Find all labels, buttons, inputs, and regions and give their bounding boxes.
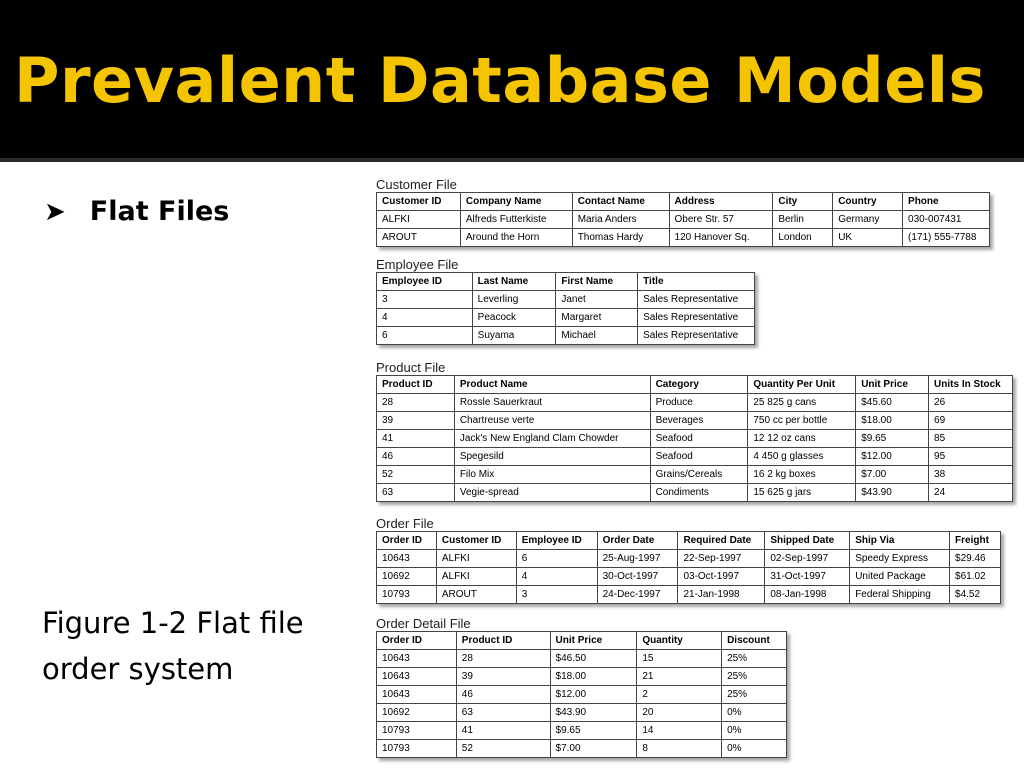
order-detail-file-table <box>376 631 787 758</box>
table-cell: Filo Mix <box>454 466 650 484</box>
table-cell: Produce <box>650 394 748 412</box>
table-row <box>377 704 787 722</box>
figure-caption <box>42 600 352 692</box>
table-cell: 08-Jan-1998 <box>765 586 850 604</box>
table-cell: Margaret <box>556 309 638 327</box>
table-cell: 95 <box>929 448 1013 466</box>
bullet-label: Flat Files <box>89 196 230 227</box>
table-cell: 52 <box>456 740 550 758</box>
header-row <box>377 632 787 650</box>
table-cell: (171) 555-7788 <box>903 229 990 247</box>
table-cell: $9.65 <box>856 430 929 448</box>
table-cell: 39 <box>456 668 550 686</box>
table-row <box>377 466 1013 484</box>
column-header: Discount <box>722 632 787 650</box>
table-cell: 8 <box>637 740 722 758</box>
column-header: Product ID <box>456 632 550 650</box>
employee-file-block <box>376 258 755 345</box>
table-cell: $7.00 <box>856 466 929 484</box>
column-header: Customer ID <box>436 532 516 550</box>
table-cell: 25% <box>722 650 787 668</box>
column-header: Product ID <box>377 376 455 394</box>
table-cell: $7.00 <box>550 740 637 758</box>
column-header: Units In Stock <box>929 376 1013 394</box>
table-row <box>377 722 787 740</box>
title-bar <box>0 0 1024 162</box>
table-cell: ALFKI <box>436 568 516 586</box>
table-cell: 4 <box>377 309 473 327</box>
table-cell: 3 <box>516 586 597 604</box>
table-cell: 10692 <box>377 568 437 586</box>
table-cell: 21-Jan-1998 <box>678 586 765 604</box>
table-cell: 21 <box>637 668 722 686</box>
table-row <box>377 291 755 309</box>
table-cell: 10793 <box>377 586 437 604</box>
table-cell: Obere Str. 57 <box>669 211 773 229</box>
table-cell: $4.52 <box>950 586 1001 604</box>
column-header: Shipped Date <box>765 532 850 550</box>
table-cell: Germany <box>833 211 903 229</box>
table-cell: 120 Hanover Sq. <box>669 229 773 247</box>
table-cell: 6 <box>516 550 597 568</box>
table-cell: 22-Sep-1997 <box>678 550 765 568</box>
table-row <box>377 448 1013 466</box>
column-header: Unit Price <box>856 376 929 394</box>
table-cell: ALFKI <box>377 211 461 229</box>
figure-caption-line: order system <box>42 652 234 686</box>
table-cell: 03-Oct-1997 <box>678 568 765 586</box>
table-cell: Suyama <box>472 327 556 345</box>
table-cell: 28 <box>456 650 550 668</box>
table-row <box>377 394 1013 412</box>
customer-file-block <box>376 178 990 247</box>
table-caption: Product File <box>376 360 446 375</box>
column-header: Unit Price <box>550 632 637 650</box>
table-cell: 6 <box>377 327 473 345</box>
table-cell: 63 <box>456 704 550 722</box>
table-cell: Chartreuse verte <box>454 412 650 430</box>
table-cell: AROUT <box>377 229 461 247</box>
header-row <box>377 273 755 291</box>
table-cell: AROUT <box>436 586 516 604</box>
table-cell: Around the Horn <box>460 229 572 247</box>
table-cell: 31-Oct-1997 <box>765 568 850 586</box>
table-cell: 41 <box>377 430 455 448</box>
table-cell: 24-Dec-1997 <box>597 586 678 604</box>
table-cell: 69 <box>929 412 1013 430</box>
column-header: Quantity Per Unit <box>748 376 856 394</box>
order-file-block <box>376 517 1001 604</box>
table-cell: 38 <box>929 466 1013 484</box>
table-cell: 25% <box>722 668 787 686</box>
table-cell: 25-Aug-1997 <box>597 550 678 568</box>
column-header: Last Name <box>472 273 556 291</box>
column-header: Product Name <box>454 376 650 394</box>
column-header: Freight <box>950 532 1001 550</box>
table-cell: 10643 <box>377 550 437 568</box>
table-cell: 10793 <box>377 740 457 758</box>
table-cell: $9.65 <box>550 722 637 740</box>
table-cell: 4 450 g glasses <box>748 448 856 466</box>
table-row <box>377 430 1013 448</box>
table-row <box>377 309 755 327</box>
table-cell: 2 <box>637 686 722 704</box>
table-cell: Seafood <box>650 430 748 448</box>
table-cell: Sales Representative <box>638 309 755 327</box>
table-cell: Speedy Express <box>850 550 950 568</box>
table-caption: Order Detail File <box>376 616 471 631</box>
table-cell: 46 <box>377 448 455 466</box>
table-row <box>377 550 1001 568</box>
table-cell: 25 825 g cans <box>748 394 856 412</box>
table-row <box>377 327 755 345</box>
column-header: Order ID <box>377 532 437 550</box>
table-cell: 10643 <box>377 686 457 704</box>
table-row <box>377 229 990 247</box>
table-cell: $12.00 <box>856 448 929 466</box>
table-row <box>377 568 1001 586</box>
table-cell: 24 <box>929 484 1013 502</box>
table-cell: Sales Representative <box>638 327 755 345</box>
table-row <box>377 211 990 229</box>
table-cell: Condiments <box>650 484 748 502</box>
table-cell: Janet <box>556 291 638 309</box>
table-cell: 30-Oct-1997 <box>597 568 678 586</box>
table-cell: $45.60 <box>856 394 929 412</box>
column-header: Contact Name <box>572 193 669 211</box>
employee-file-table <box>376 272 755 345</box>
table-cell: 10793 <box>377 722 457 740</box>
column-header: Company Name <box>460 193 572 211</box>
header-row <box>377 532 1001 550</box>
table-cell: $46.50 <box>550 650 637 668</box>
customer-file-table <box>376 192 990 247</box>
table-cell: 16 2 kg boxes <box>748 466 856 484</box>
column-header: Address <box>669 193 773 211</box>
table-cell: $18.00 <box>856 412 929 430</box>
table-cell: 02-Sep-1997 <box>765 550 850 568</box>
table-cell: Rossle Sauerkraut <box>454 394 650 412</box>
table-cell: $61.02 <box>950 568 1001 586</box>
column-header: Country <box>833 193 903 211</box>
header-row <box>377 193 990 211</box>
table-row <box>377 740 787 758</box>
table-cell: 10643 <box>377 650 457 668</box>
table-cell: 15 625 g jars <box>748 484 856 502</box>
table-cell: 10643 <box>377 668 457 686</box>
table-cell: Alfreds Futterkiste <box>460 211 572 229</box>
table-cell: Seafood <box>650 448 748 466</box>
table-cell: ALFKI <box>436 550 516 568</box>
table-cell: 63 <box>377 484 455 502</box>
table-cell: 14 <box>637 722 722 740</box>
table-cell: $43.90 <box>856 484 929 502</box>
table-row <box>377 650 787 668</box>
table-cell: Peacock <box>472 309 556 327</box>
column-header: Required Date <box>678 532 765 550</box>
table-cell: $12.00 <box>550 686 637 704</box>
table-cell: 28 <box>377 394 455 412</box>
table-caption: Order File <box>376 516 434 531</box>
arrow-bullet-icon: ➤ <box>44 196 66 226</box>
table-cell: Berlin <box>773 211 833 229</box>
column-header: Phone <box>903 193 990 211</box>
figure-caption-line: Figure 1-2 Flat file <box>42 606 304 640</box>
column-header: Quantity <box>637 632 722 650</box>
column-header: Employee ID <box>516 532 597 550</box>
table-cell: $43.90 <box>550 704 637 722</box>
product-file-block <box>376 361 1013 502</box>
column-header: Order Date <box>597 532 678 550</box>
table-cell: Vegie-spread <box>454 484 650 502</box>
table-cell: Leverling <box>472 291 556 309</box>
table-cell: United Package <box>850 568 950 586</box>
table-caption: Employee File <box>376 257 459 272</box>
table-row <box>377 668 787 686</box>
table-cell: London <box>773 229 833 247</box>
table-cell: 750 cc per bottle <box>748 412 856 430</box>
slide-title: Prevalent Database Models <box>14 44 986 117</box>
product-file-table <box>376 375 1013 502</box>
table-cell: $29.46 <box>950 550 1001 568</box>
table-cell: 39 <box>377 412 455 430</box>
header-row <box>377 376 1013 394</box>
table-cell: Sales Representative <box>638 291 755 309</box>
column-header: Customer ID <box>377 193 461 211</box>
table-cell: Beverages <box>650 412 748 430</box>
column-header: First Name <box>556 273 638 291</box>
table-row <box>377 586 1001 604</box>
table-cell: $18.00 <box>550 668 637 686</box>
order-detail-file-block <box>376 617 787 758</box>
table-caption: Customer File <box>376 177 457 192</box>
table-cell: 15 <box>637 650 722 668</box>
column-header: Title <box>638 273 755 291</box>
table-cell: Spegesild <box>454 448 650 466</box>
table-cell: 20 <box>637 704 722 722</box>
table-cell: Michael <box>556 327 638 345</box>
table-cell: 4 <box>516 568 597 586</box>
column-header: City <box>773 193 833 211</box>
table-cell: Thomas Hardy <box>572 229 669 247</box>
table-cell: Federal Shipping <box>850 586 950 604</box>
column-header: Employee ID <box>377 273 473 291</box>
column-header: Category <box>650 376 748 394</box>
table-row <box>377 484 1013 502</box>
table-cell: Grains/Cereals <box>650 466 748 484</box>
table-cell: 52 <box>377 466 455 484</box>
table-cell: 3 <box>377 291 473 309</box>
bullet-item <box>44 196 229 227</box>
table-cell: 85 <box>929 430 1013 448</box>
column-header: Order ID <box>377 632 457 650</box>
table-cell: 46 <box>456 686 550 704</box>
table-cell: 0% <box>722 722 787 740</box>
table-row <box>377 686 787 704</box>
table-cell: Jack's New England Clam Chowder <box>454 430 650 448</box>
table-cell: 0% <box>722 704 787 722</box>
table-cell: 10692 <box>377 704 457 722</box>
table-cell: 12 12 oz cans <box>748 430 856 448</box>
column-header: Ship Via <box>850 532 950 550</box>
table-cell: 41 <box>456 722 550 740</box>
table-cell: Maria Anders <box>572 211 669 229</box>
table-cell: 26 <box>929 394 1013 412</box>
table-row <box>377 412 1013 430</box>
table-cell: UK <box>833 229 903 247</box>
order-file-table <box>376 531 1001 604</box>
table-cell: 25% <box>722 686 787 704</box>
table-cell: 030-007431 <box>903 211 990 229</box>
table-cell: 0% <box>722 740 787 758</box>
